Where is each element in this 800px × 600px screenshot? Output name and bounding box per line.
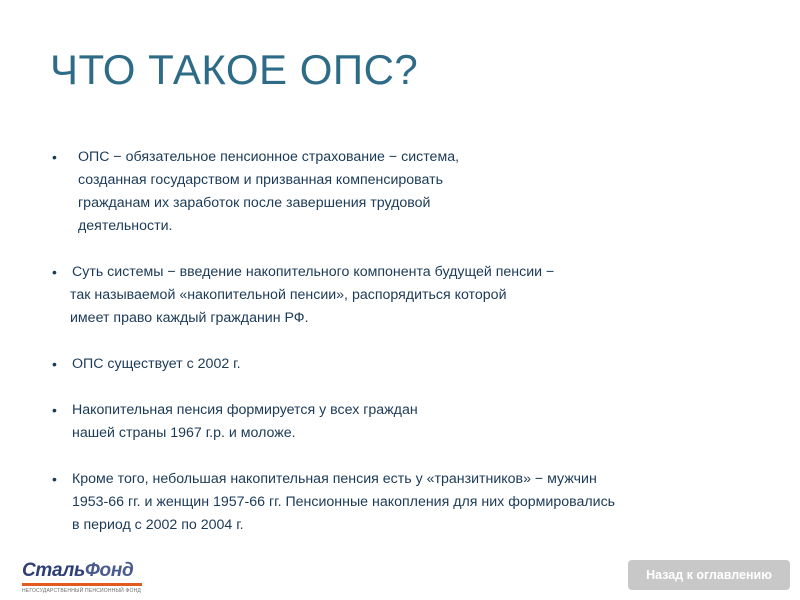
bullet-item-2 bbox=[52, 261, 772, 330]
bullet-4-line-1: Накопительная пенсия формируется у всех граждан bbox=[72, 402, 418, 418]
bullet-dot: • bbox=[52, 471, 57, 487]
logo-name-part1: Сталь bbox=[22, 560, 86, 581]
back-to-contents-button[interactable]: Назад к оглавлению bbox=[628, 560, 790, 590]
bullet-dot: • bbox=[52, 149, 57, 165]
logo-subtitle: НЕГОСУДАРСТВЕННЫЙ ПЕНСИОННЫЙ ФОНД bbox=[22, 588, 142, 594]
bullet-2-line-3: имеет право каждый гражданин РФ. bbox=[70, 310, 309, 326]
bullet-1-line-4: деятельности. bbox=[78, 218, 173, 234]
bullet-item-3 bbox=[52, 353, 772, 376]
bullet-item-5 bbox=[52, 468, 772, 537]
bullet-item-4 bbox=[52, 399, 772, 445]
slide-title: ЧТО ТАКОЕ ОПС? bbox=[50, 46, 419, 93]
bullet-1-line-3: гражданам их заработок после завершения трудовой bbox=[78, 195, 431, 211]
stalfond-logo bbox=[22, 560, 142, 594]
bullet-5-line-2: 1953-66 гг. и женщин 1957-66 гг. Пенсионные накопления для них формировались bbox=[72, 494, 616, 510]
bullet-2-line-2: так называемой «накопительной пенсии», распорядиться которой bbox=[70, 287, 507, 303]
bullet-5-line-3: в период с 2002 по 2004 г. bbox=[72, 517, 244, 533]
bullet-3-line-1: ОПС существует с 2002 г. bbox=[72, 356, 241, 372]
bullet-2-line-1: Суть системы − введение накопительного компонента будущей пенсии − bbox=[72, 264, 555, 280]
bullet-4-line-2: нашей страны 1967 г.р. и моложе. bbox=[72, 425, 296, 441]
bullet-5-line-1: Кроме того, небольшая накопительная пенсия есть у «транзитников» − мужчин bbox=[72, 471, 597, 487]
logo-wordmark bbox=[22, 560, 142, 582]
bullet-1-line-1: ОПС − обязательное пенсионное страхование − система, bbox=[78, 149, 460, 165]
bullet-dot: • bbox=[52, 402, 57, 418]
bullet-1-line-2: созданная государством и призванная компенсировать bbox=[78, 172, 444, 188]
bullet-dot: • bbox=[52, 356, 57, 372]
bullet-dot: • bbox=[52, 264, 57, 280]
logo-name-part2: Фонд bbox=[85, 560, 134, 581]
bullet-item-1 bbox=[52, 146, 772, 238]
bullet-list bbox=[52, 146, 772, 560]
logo-underline bbox=[22, 583, 142, 586]
